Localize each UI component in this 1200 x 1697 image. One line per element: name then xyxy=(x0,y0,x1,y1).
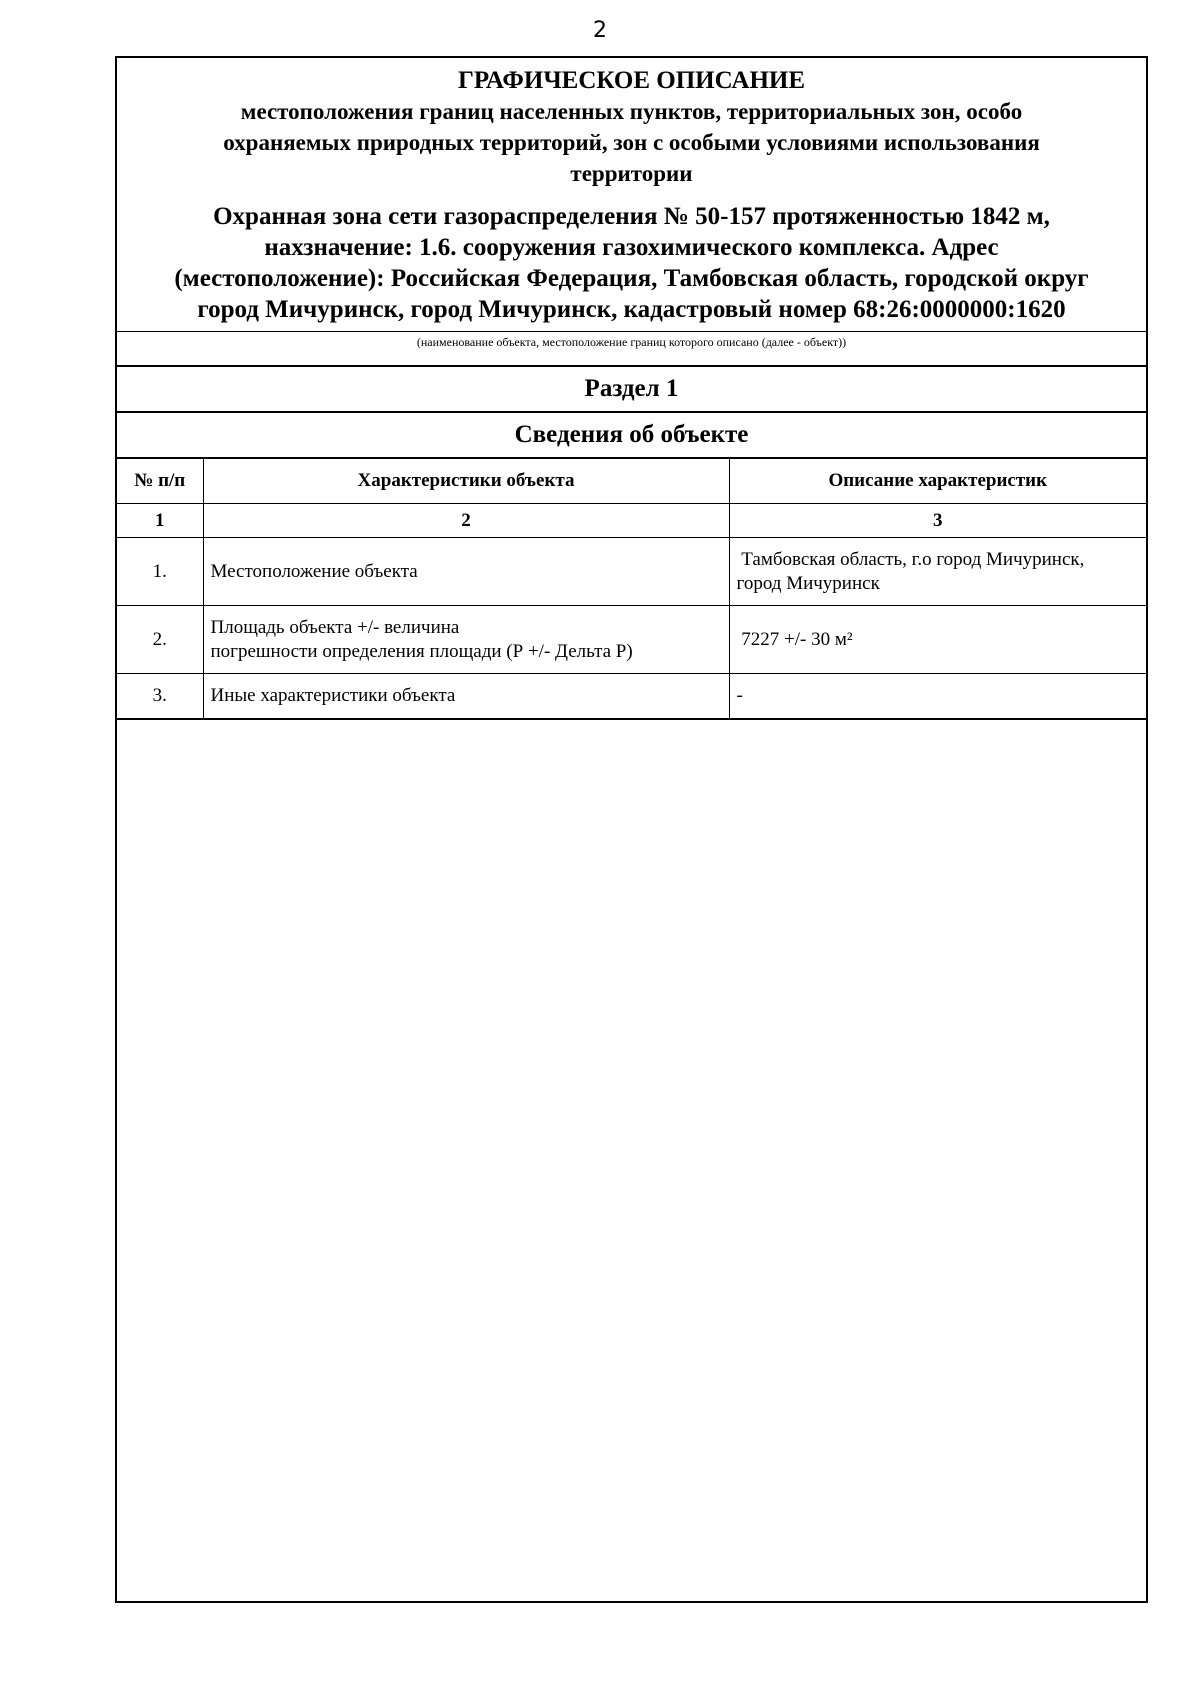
table-header-row xyxy=(117,458,1146,504)
characteristic-line: Площадь объекта +/- величина xyxy=(210,616,460,638)
characteristic-line: Иные характеристики объекта xyxy=(210,684,456,706)
document-frame xyxy=(115,56,1148,1603)
description-line: 7227 +/- 30 м² xyxy=(736,628,853,650)
row-number: 3. xyxy=(117,674,203,719)
description-cell xyxy=(729,674,1146,719)
header-number: № п/п xyxy=(117,458,203,504)
object-name-line: город Мичуринск, город Мичуринск, кадастровый номер 68:26:0000000:1620 xyxy=(197,296,1066,323)
characteristic-cell xyxy=(203,538,729,606)
column-number: 2 xyxy=(203,504,729,538)
description-cell xyxy=(729,538,1146,606)
row-number: 1. xyxy=(117,538,203,606)
row-number: 2. xyxy=(117,606,203,674)
subtitle-line: охраняемых природных территорий, зон с особыми условиями использования xyxy=(223,130,1040,155)
object-info-table xyxy=(117,457,1146,720)
object-name-line: нахзначение: 1.6. сооружения газохимического комплекса. Адрес xyxy=(264,234,999,261)
table-row xyxy=(117,538,1146,606)
object-caption: (наименование объекта, местоположение границ которого описано (далее - объект)) xyxy=(117,331,1146,365)
subtitle-line: местоположения границ населенных пунктов, территориальных зон, особо xyxy=(240,99,1023,124)
object-name-line: Охранная зона сети газораспределения № 50-157 протяженностью 1842 м, xyxy=(213,203,1050,230)
characteristic-cell xyxy=(203,674,729,719)
title-block xyxy=(117,58,1146,331)
column-number: 1 xyxy=(117,504,203,538)
characteristic-line: Местоположение объекта xyxy=(210,560,418,582)
document-subtitle xyxy=(135,96,1128,189)
object-name-line: (местоположение): Российская Федерация, Тамбовская область, городской округ xyxy=(174,265,1089,292)
description-cell xyxy=(729,606,1146,674)
document-title: ГРАФИЧЕСКОЕ ОПИСАНИЕ xyxy=(457,67,806,94)
characteristic-line: погрешности определения площади (Р +/- Дельта Р) xyxy=(210,640,633,662)
column-number: 3 xyxy=(729,504,1146,538)
table-row xyxy=(117,606,1146,674)
description-line: Тамбовская область, г.о город Мичуринск, xyxy=(736,548,1085,570)
description-line: город Мичуринск xyxy=(736,572,880,594)
page-number: 2 xyxy=(593,18,607,43)
object-name xyxy=(135,201,1128,331)
table-row xyxy=(117,674,1146,719)
section-number: Раздел 1 xyxy=(117,365,1146,411)
subtitle-line: территории xyxy=(570,161,693,186)
characteristic-cell xyxy=(203,606,729,674)
header-description: Описание характеристик xyxy=(729,458,1146,504)
header-characteristic: Характеристики объекта xyxy=(203,458,729,504)
column-numbers-row xyxy=(117,504,1146,538)
section-title: Сведения об объекте xyxy=(117,411,1146,457)
description-line: - xyxy=(736,684,743,706)
